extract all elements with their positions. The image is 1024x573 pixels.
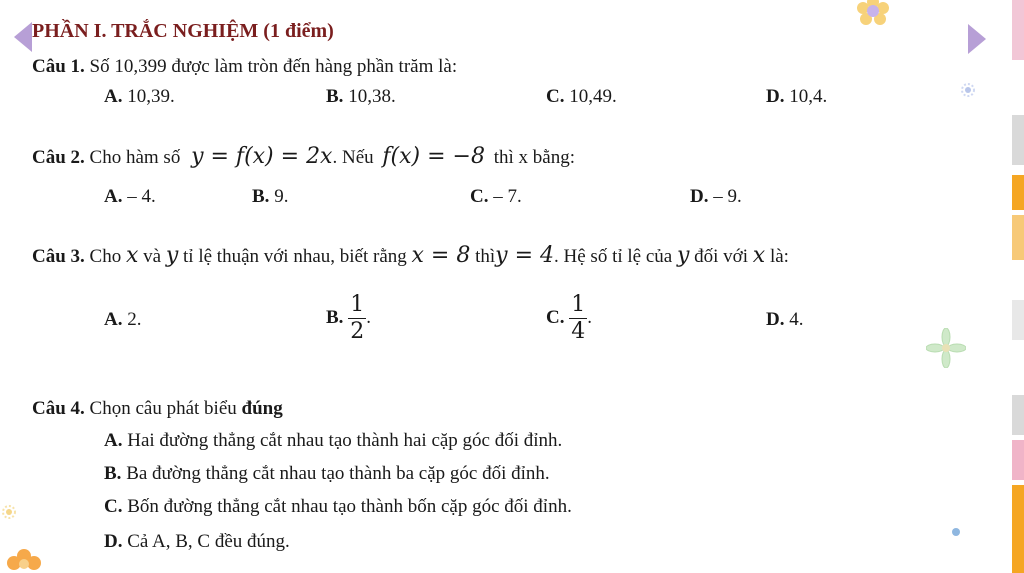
decor-stripe (1012, 485, 1024, 573)
question-label: Câu 3. (32, 246, 85, 267)
q1-option-a[interactable]: A. 10,39. (104, 86, 175, 107)
fraction: $\frac{1}{2}$ (350, 292, 365, 344)
decor-stripe (1012, 175, 1024, 210)
q4-option-d[interactable]: D. Cả A, B, C đều đúng. (104, 531, 290, 552)
formula: y = 4 (495, 243, 555, 268)
q1-option-b[interactable]: B. 10,38. (326, 86, 396, 107)
q4-option-b[interactable]: B. Ba đường thẳng cắt nhau tạo thành ba cặp góc đối đỉnh. (104, 463, 550, 484)
q2-option-b[interactable]: B. 9. (252, 186, 289, 207)
sparkle-icon (960, 82, 976, 98)
question-3: Câu 3. Cho x và y tỉ lệ thuận với nhau, biết rằng x = 8 thìy = 4. Hệ số tỉ lệ của y đối với x là: (32, 243, 789, 268)
fraction: $\frac{1}{4}$ (571, 292, 586, 344)
q4-option-a[interactable]: A. Hai đường thẳng cắt nhau tạo thành hai cặp góc đối đỉnh. (104, 430, 563, 451)
next-slide-arrow-icon[interactable] (966, 22, 988, 56)
prev-slide-arrow-icon[interactable] (10, 20, 34, 54)
question-label: Câu 4. (32, 398, 85, 419)
q3-option-d[interactable]: D. 4. (766, 309, 804, 330)
orange-flower-icon (4, 546, 44, 573)
decor-stripe (1012, 60, 1024, 115)
decor-stripe (1012, 300, 1024, 340)
q3-option-c[interactable]: C. $\frac{1}{4}$ . (546, 292, 592, 344)
q3-option-a[interactable]: A. 2. (104, 309, 142, 330)
star-flower-icon (926, 328, 966, 368)
flower-icon (852, 0, 894, 28)
question-4: Câu 4. Chọn câu phát biểu đúng (32, 398, 283, 419)
q1-option-d[interactable]: D. 10,4. (766, 86, 828, 107)
small-sparkle-icon (2, 505, 16, 519)
question-2: Câu 2. Cho hàm số y = f(x) = 2x. Nếu f(x) = −8 thì x bằng: (32, 144, 575, 169)
formula: x = 8 (411, 243, 471, 268)
q2-option-a[interactable]: A. – 4. (104, 186, 156, 207)
decor-stripe (1012, 215, 1024, 260)
decor-stripe (1012, 440, 1024, 480)
q1-option-c[interactable]: C. 10,49. (546, 86, 617, 107)
q3-option-b[interactable]: B. $\frac{1}{2}$ . (326, 292, 371, 344)
section-title: PHẦN I. TRẮC NGHIỆM (1 điểm) (32, 20, 334, 42)
q2-option-d[interactable]: D. – 9. (690, 186, 742, 207)
question-label: Câu 1. (32, 56, 85, 77)
decor-stripe (1012, 0, 1024, 60)
question-label: Câu 2. (32, 147, 85, 168)
decor-stripe (1012, 115, 1024, 165)
q2-option-c[interactable]: C. – 7. (470, 186, 522, 207)
dot-decor (952, 528, 960, 536)
formula: y = f(x) = 2x (191, 144, 333, 169)
decor-stripe (1012, 395, 1024, 435)
q4-option-c[interactable]: C. Bốn đường thẳng cắt nhau tạo thành bốn cặp góc đối đỉnh. (104, 496, 572, 517)
question-1 (32, 56, 457, 78)
question-text: Số 10,399 được làm tròn đến hàng phần trăm là: (89, 56, 458, 77)
formula: f(x) = −8 (382, 144, 485, 169)
